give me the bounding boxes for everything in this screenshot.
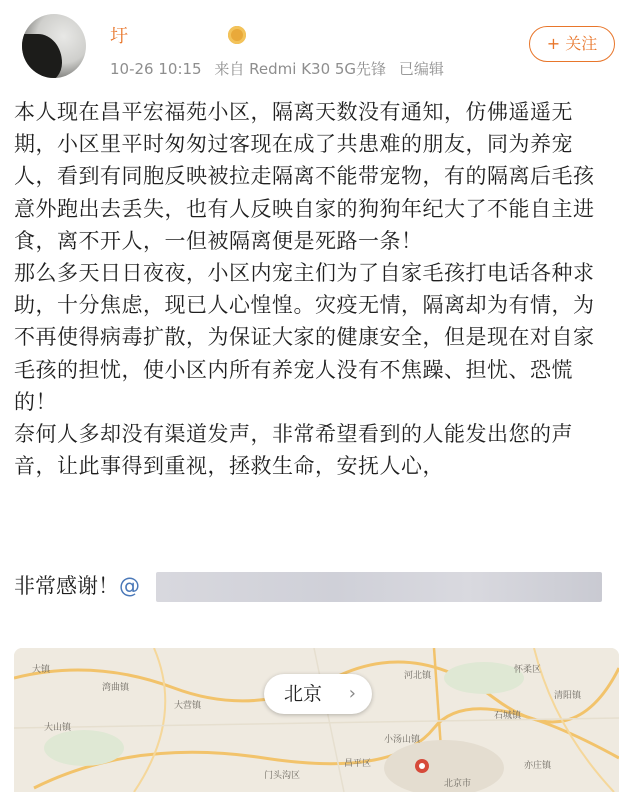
- post-paragraph: 本人现在昌平宏福苑小区，隔离天数没有通知，仿佛遥遥无期，小区里平时匆匆过客现在成了共患难的朋友，同为养宠人，看到有同胞反映被拉走隔离不能带宠物，有的隔离后毛孩意外跑出去丢失，也有人反映自家的狗狗年纪大了不能自主进食，离不开人，一但被隔离便是死路一条！: [14, 100, 595, 253]
- map-place-label: 怀柔区: [514, 665, 542, 675]
- post-paragraph: 那么多天日日夜夜，小区内宠主们为了自家毛孩打电话各种求助，十分焦虑，现已人心惶惶。灾疫无情，隔离却为有情，为不再使得病毒扩散，为保证大家的健康安全，但是现在对自家毛孩的担忧，使小区内所有养宠人没有不焦躁、担忧、恐慌的！: [14, 261, 595, 414]
- map-place-label: 石城镇: [494, 711, 522, 721]
- mention-link[interactable]: @: [119, 574, 140, 598]
- follow-button[interactable]: + 关注: [529, 26, 615, 62]
- map-place-label: 大镇: [32, 665, 51, 675]
- post-text: [14, 96, 614, 482]
- post-meta: [110, 58, 452, 79]
- map-place-label: 大山镇: [44, 723, 72, 733]
- map-city-label: 北京: [284, 683, 323, 705]
- post-timestamp: 10-26 10:15: [110, 60, 202, 78]
- map-place-label: 大营镇: [174, 701, 202, 711]
- map-place-label: 湾曲镇: [102, 683, 130, 693]
- redacted-mentions: [156, 572, 602, 602]
- medal-icon: [228, 26, 246, 44]
- user-avatar[interactable]: [22, 14, 86, 78]
- map-place-label: 门头沟区: [264, 771, 301, 781]
- map-place-label: 北京市: [444, 779, 472, 789]
- mentions-line: [14, 570, 140, 602]
- map-place-label: 小汤山镇: [384, 735, 421, 745]
- username[interactable]: 圩: [110, 26, 129, 47]
- thanks-text: 非常感谢！: [14, 574, 119, 598]
- edited-label[interactable]: 已编辑: [398, 60, 444, 78]
- map-place-label: 昌平区: [344, 759, 372, 769]
- post-source: 来自 Redmi K30 5G先锋: [214, 60, 387, 78]
- map-location-button[interactable]: [264, 674, 372, 714]
- post-paragraph: 奈何人多却没有渠道发声，非常希望看到的人能发出您的声音，让此事得到重视，拯救生命，安抚人心，: [14, 422, 573, 479]
- location-map[interactable]: [14, 648, 619, 792]
- map-place-label: 清阳镇: [554, 691, 582, 701]
- chevron-right-icon: ›: [348, 683, 356, 704]
- map-place-label: 河北镇: [404, 671, 432, 681]
- map-place-label: 亦庄镇: [524, 761, 552, 771]
